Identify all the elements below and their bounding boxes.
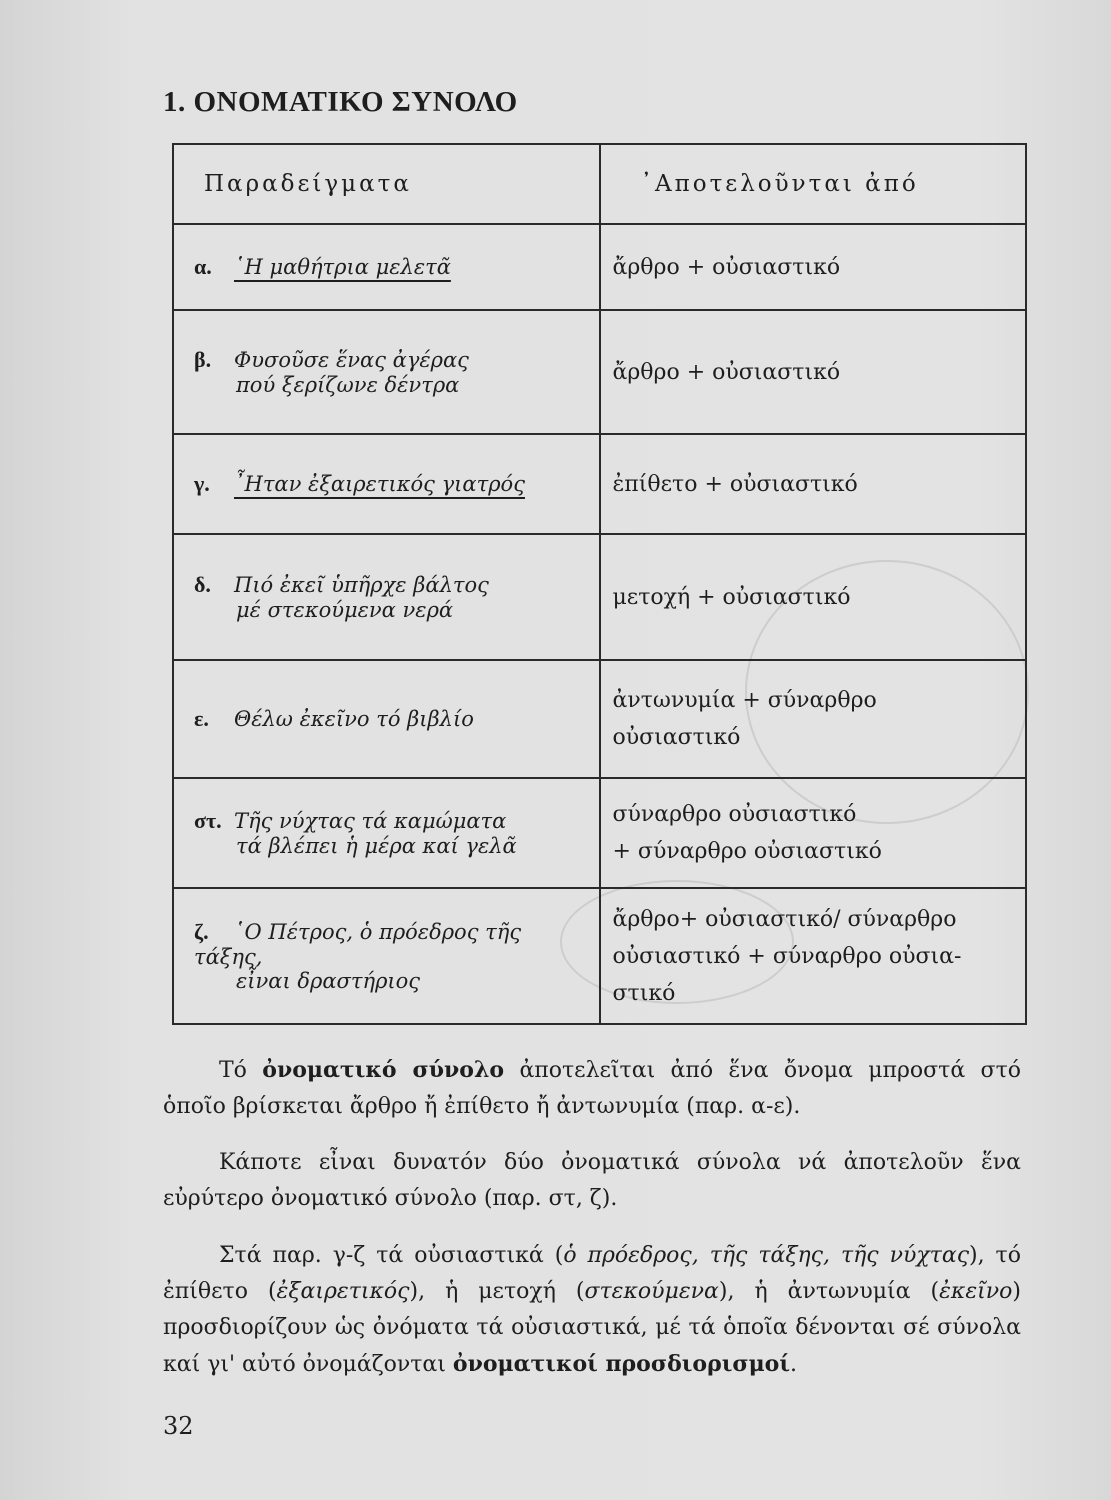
italic-example: ἐξαιρετικός <box>276 1279 410 1304</box>
paragraph-text: ἀποτελεῖται ἀπό ἕνα ὄνομα μπροστά στό ὁποῖο βρίσκεται ἄρθρο ἤ ἐπίθετο ἤ ἀντωνυμία (παρ. α-ε). <box>163 1058 1021 1119</box>
example-cell <box>173 310 600 434</box>
example-cell <box>173 224 600 310</box>
italic-example: ἐκεῖνο <box>939 1279 1013 1304</box>
table-row <box>173 310 1026 434</box>
example-label: α. <box>194 254 212 279</box>
paragraph-text: . <box>790 1352 797 1377</box>
composition-text-line2: οὐσιαστικό + σύναρθρο οὐσια- <box>612 943 962 969</box>
example-text-line2: πού ξερίζωνε δέντρα <box>236 373 460 397</box>
paragraph-definition <box>163 1052 1021 1125</box>
example-label: γ. <box>194 471 210 496</box>
composition-cell <box>600 224 1027 310</box>
example-text: ῾Η μαθήτρια μελετᾶ <box>234 255 451 279</box>
table-header-row <box>173 144 1026 224</box>
paragraph-text: Τό <box>219 1058 263 1083</box>
example-cell <box>173 434 600 534</box>
table-row <box>173 660 1026 778</box>
table-row <box>173 434 1026 534</box>
table-row <box>173 888 1026 1024</box>
composition-text-line2: οὐσιαστικό <box>612 725 741 750</box>
section-heading: 1. ΟΝΟΜΑΤΙΚΟ ΣΥΝΟΛΟ <box>163 86 518 118</box>
table-row <box>173 534 1026 660</box>
example-text: Πιό ἐκεῖ ὑπῆρχε βάλτος <box>234 573 489 597</box>
bold-term: ὀνοματικό σύνολο <box>262 1057 505 1083</box>
composition-text: ἄρθρο+ οὐσιαστικό/ σύναρθρο <box>612 906 957 932</box>
composition-cell <box>600 888 1027 1024</box>
examples-table <box>172 143 1027 1025</box>
example-cell <box>173 660 600 778</box>
page-number: 32 <box>163 1412 194 1440</box>
table-row <box>173 778 1026 888</box>
composition-text: σύναρθρο οὐσιαστικό <box>612 802 857 827</box>
composition-cell <box>600 434 1027 534</box>
example-cell <box>173 778 600 888</box>
composition-text-line2: + σύναρθρο οὐσιαστικό <box>612 839 882 864</box>
example-text-line2: μέ στεκούμενα νερά <box>236 598 454 622</box>
example-cell <box>173 534 600 660</box>
italic-example: στεκούμενα <box>584 1279 719 1304</box>
paragraph-text: ), ἡ μετοχή ( <box>409 1279 585 1304</box>
composition-text: ἐπίθετο + οὐσιαστικό <box>612 471 858 497</box>
paragraph-text: Στά παρ. γ-ζ τά οὐσιαστικά ( <box>219 1243 564 1268</box>
example-text: ῏Ηταν ἐξαιρετικός γιατρός <box>234 472 525 496</box>
example-text: Φυσοῦσε ἕνας ἀγέρας <box>234 348 469 372</box>
composition-text-line3: στικό <box>612 980 676 1006</box>
example-label: στ. <box>194 808 222 833</box>
composition-cell <box>600 310 1027 434</box>
paragraph-text: ), ἡ ἀντωνυμία ( <box>718 1279 940 1304</box>
example-text: Τῆς νύχτας τά καμώματα <box>234 809 507 833</box>
composition-text: ἀντωνυμία + σύναρθρο <box>612 688 877 713</box>
composition-text: ἄρθρο + οὐσιαστικό <box>612 254 841 280</box>
example-label: ε. <box>194 706 209 731</box>
bold-term: ὀνοματικοί προσδιορισμοί <box>452 1351 790 1377</box>
example-label: β. <box>194 347 212 372</box>
paragraph-text: ), τό ἐπίθετο ( <box>163 1243 1021 1304</box>
example-text-line2: εἶναι δραστήριος <box>236 969 421 993</box>
composition-cell <box>600 778 1027 888</box>
italic-example: ὁ πρόεδρος, τῆς τάξης, τῆς νύχτας <box>563 1243 970 1268</box>
example-label: ζ. <box>194 919 209 944</box>
composition-text: ἄρθρο + οὐσιαστικό <box>612 359 841 385</box>
composition-cell <box>600 660 1027 778</box>
composition-cell <box>600 534 1027 660</box>
column-header-composition: ᾿Αποτελοῦνται ἀπό <box>600 144 1027 224</box>
example-text-line2: τά βλέπει ἡ μέρα καί γελᾶ <box>236 834 517 858</box>
example-cell <box>173 888 600 1024</box>
table-row <box>173 224 1026 310</box>
paragraph-text: ) προσδιορίζουν ὡς ὀνόματα τά οὐσιαστικά, μέ τά ὁποῖα δένονται σέ σύνολα καί γι' αὐτό ὀνομάζονται <box>163 1279 1021 1377</box>
column-header-examples: Παραδείγματα <box>173 144 600 224</box>
example-text: ῾Ο Πέτρος, ὁ πρόεδρος τῆς τάξης, <box>194 920 522 969</box>
paragraph-text: Κάποτε εἶναι δυνατόν δύο ὀνοματικά σύνολα νά ἀποτελοῦν ἕνα εὐρύτερο ὀνοματικό σύνολο (παρ. στ, ζ). <box>163 1150 1021 1211</box>
paragraph-determiners <box>163 1238 1021 1383</box>
example-text: Θέλω ἐκεῖνο τό βιβλίο <box>234 707 474 731</box>
paragraph-compound <box>163 1145 1021 1217</box>
composition-text: μετοχή + οὐσιαστικό <box>612 584 851 610</box>
example-label: δ. <box>194 572 211 597</box>
